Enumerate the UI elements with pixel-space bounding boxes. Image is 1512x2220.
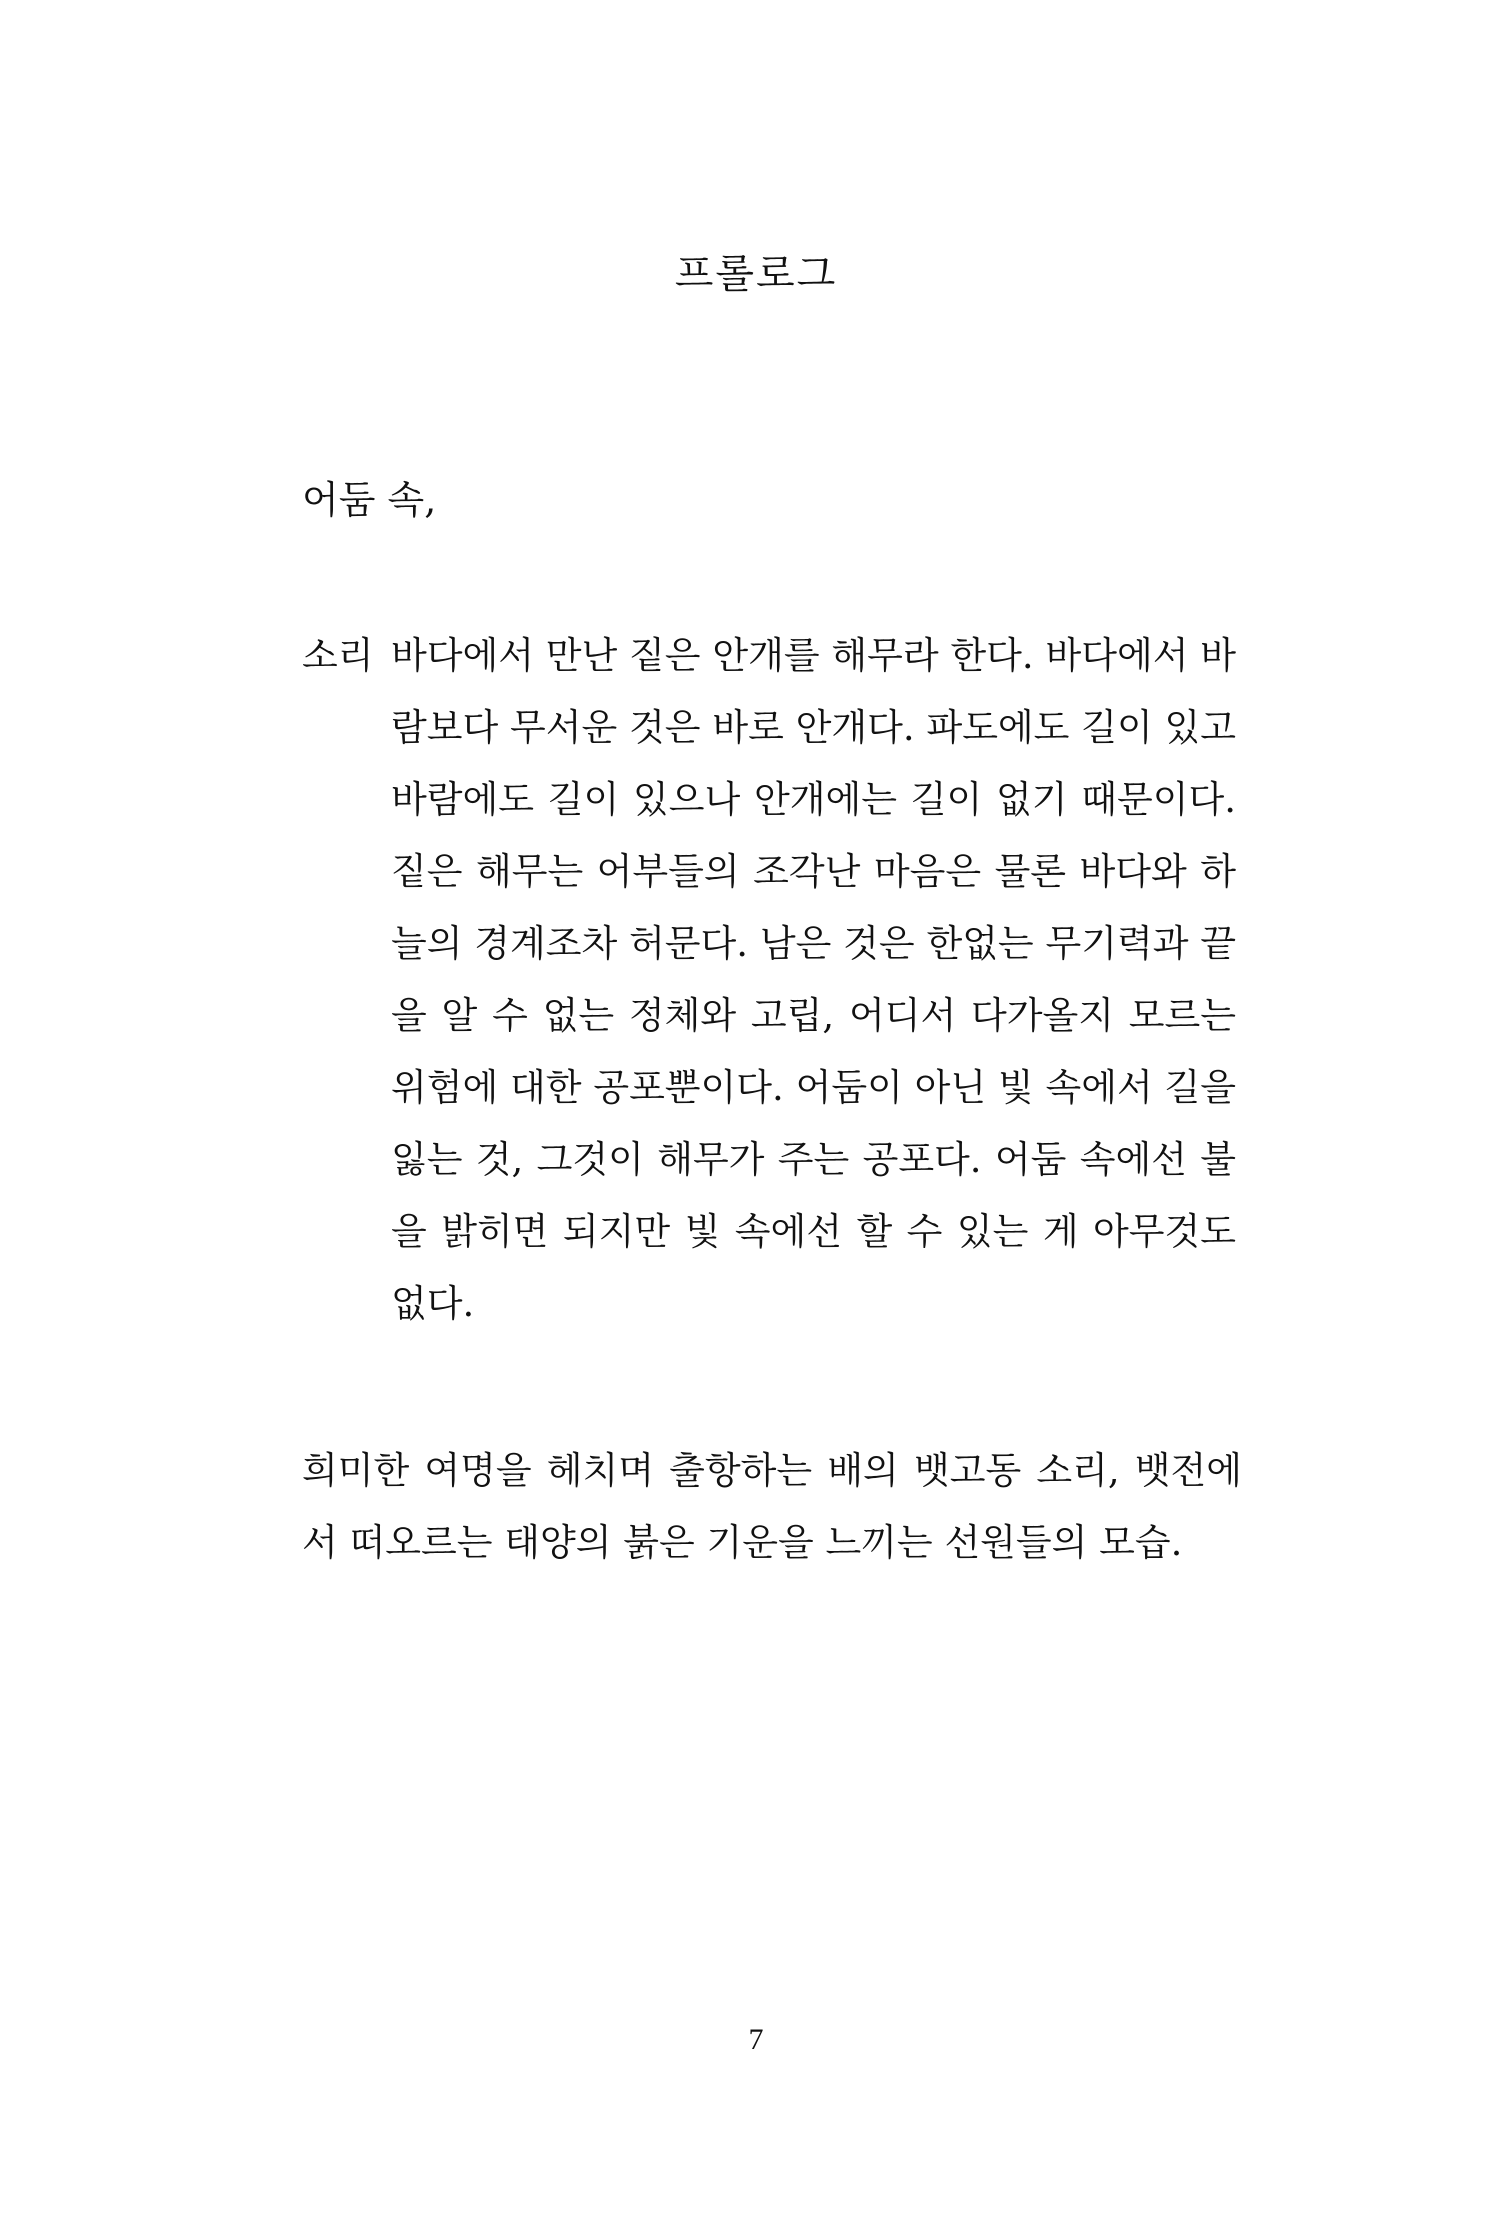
speaker-label: 소리 <box>302 634 374 677</box>
dialogue-line: 늘의 경계조차 허문다. 남은 것은 한없는 무기력과 끝 <box>391 922 1236 965</box>
dialogue-line: 을 밝히면 되지만 빛 속에선 할 수 있는 게 아무것도 <box>391 1210 1236 1253</box>
direction-line: 서 떠오르는 태양의 붉은 기운을 느끼는 선원들의 모습. <box>302 1521 1183 1564</box>
dialogue-text <box>391 620 1236 1340</box>
dialogue-line: 위험에 대한 공포뿐이다. 어둠이 아닌 빛 속에서 길을 <box>391 1066 1236 1109</box>
dialogue-line: 짙은 해무는 어부들의 조각난 마음은 물론 바다와 하 <box>391 850 1236 893</box>
dialogue-line: 없다. <box>391 1282 475 1325</box>
dialogue-line: 을 알 수 없는 정체와 고립, 어디서 다가올지 모르는 <box>391 994 1236 1037</box>
dialogue-line: 바다에서 만난 짙은 안개를 해무라 한다. 바다에서 바 <box>391 634 1236 677</box>
scene-heading: 어둠 속, <box>302 478 437 522</box>
dialogue-line: 바람에도 길이 있으나 안개에는 길이 없기 때문이다. <box>391 778 1236 821</box>
dialogue-line: 람보다 무서운 것은 바로 안개다. 파도에도 길이 있고 <box>391 706 1236 749</box>
dialogue-line: 잃는 것, 그것이 해무가 주는 공포다. 어둠 속에선 불 <box>391 1138 1236 1181</box>
chapter-title: 프롤로그 <box>674 251 838 297</box>
stage-direction <box>302 1435 1242 1579</box>
dialogue-block <box>302 620 1242 1340</box>
page-number: 7 <box>748 2023 764 2056</box>
direction-line: 희미한 여명을 헤치며 출항하는 배의 뱃고동 소리, 뱃전에 <box>302 1449 1242 1492</box>
